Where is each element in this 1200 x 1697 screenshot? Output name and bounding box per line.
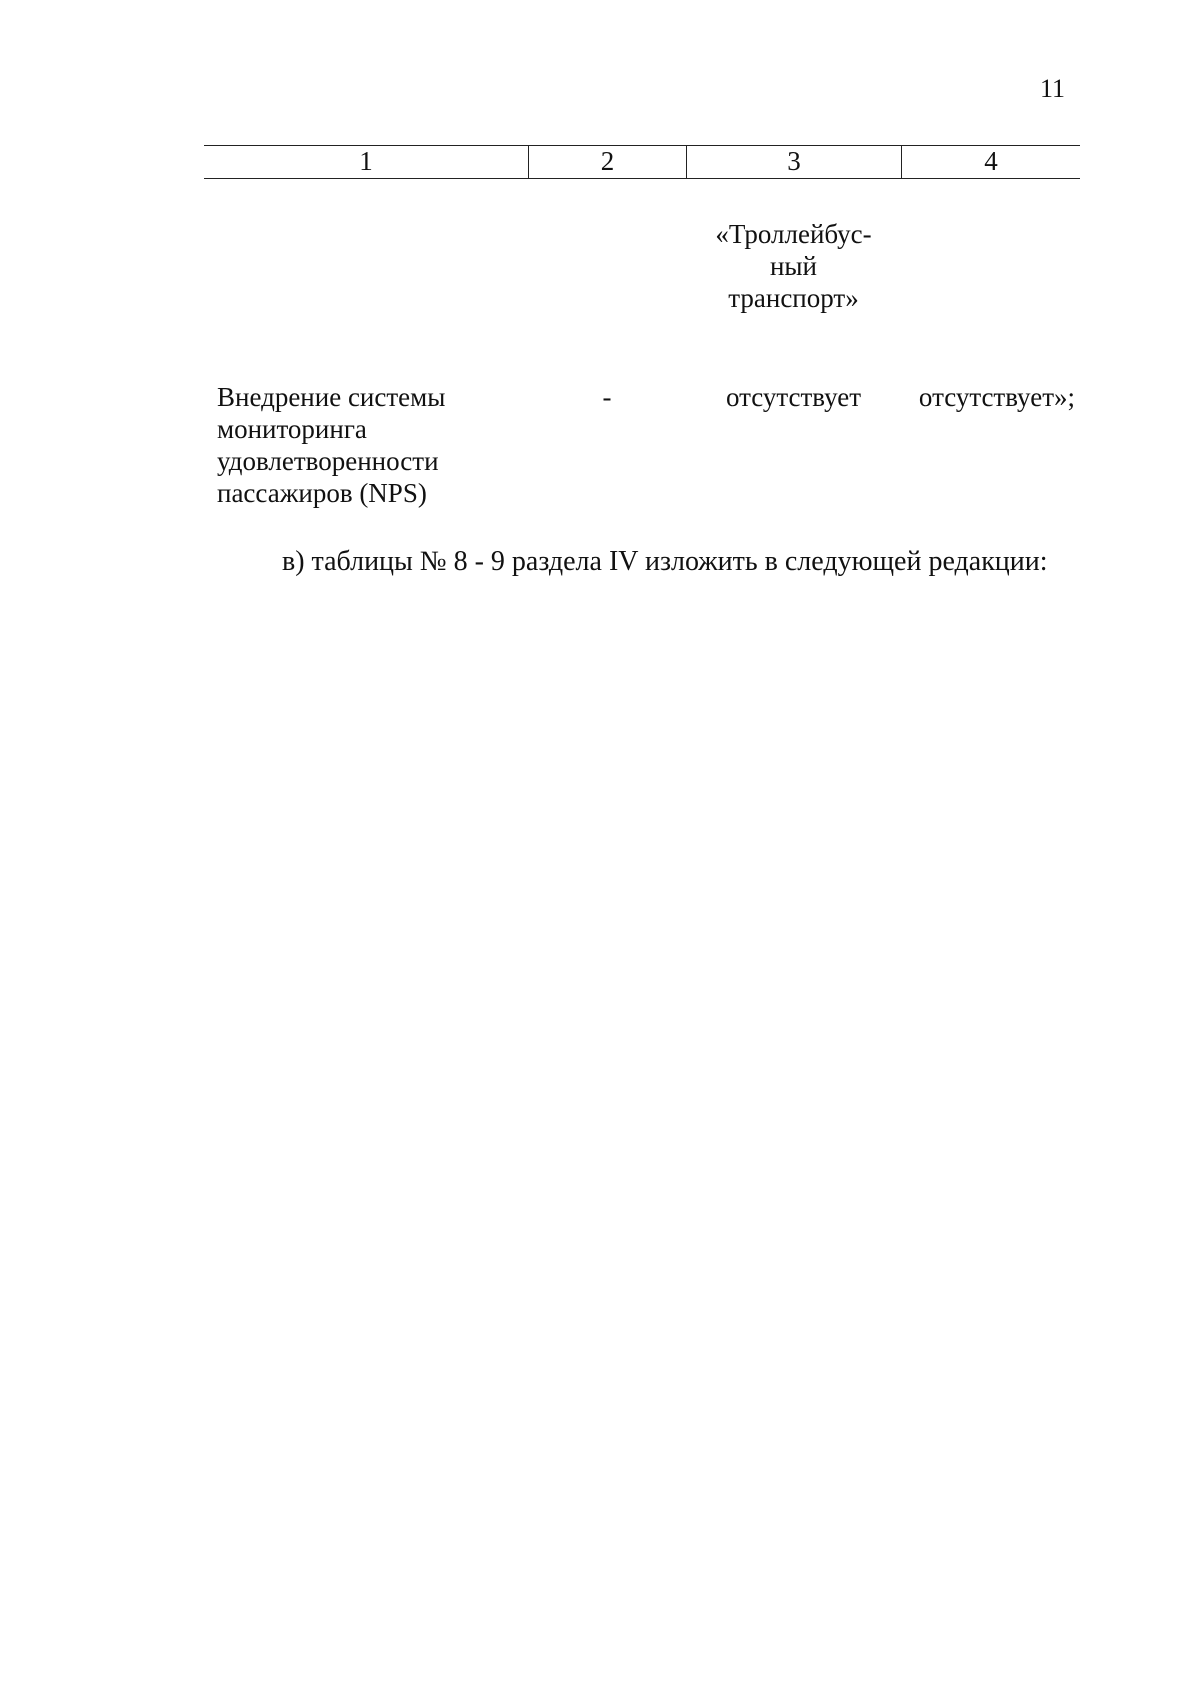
instruction-paragraph: в) таблицы № 8 - 9 раздела IV изложить в следующей редакции: [282, 546, 1048, 577]
table-row-col-1 [217, 381, 517, 509]
table-row-col-2: - [602, 382, 612, 412]
continuation-line: ный [769, 251, 818, 281]
continuation-line: «Троллейбус- [715, 219, 872, 249]
table-row-col-4: отсутствует»; [918, 382, 1075, 412]
table-header-row [204, 145, 1080, 179]
table-continuation-col-3 [686, 218, 901, 314]
continuation-line: транспорт» [728, 283, 859, 313]
table-header-col-2: 2 [528, 146, 686, 178]
row-label-line: Внедрение системы [217, 382, 446, 412]
table-header-col-4: 4 [901, 146, 1080, 178]
row-label-line: удовлетворенности [217, 446, 439, 476]
table-header-col-3: 3 [686, 146, 901, 178]
table-header-col-1: 1 [359, 146, 373, 176]
row-label-line: пассажиров (NPS) [217, 478, 427, 508]
page-number: 11 [1040, 74, 1066, 103]
table-row-col-3: отсутствует [725, 382, 862, 412]
row-label-line: мониторинга [217, 414, 367, 444]
